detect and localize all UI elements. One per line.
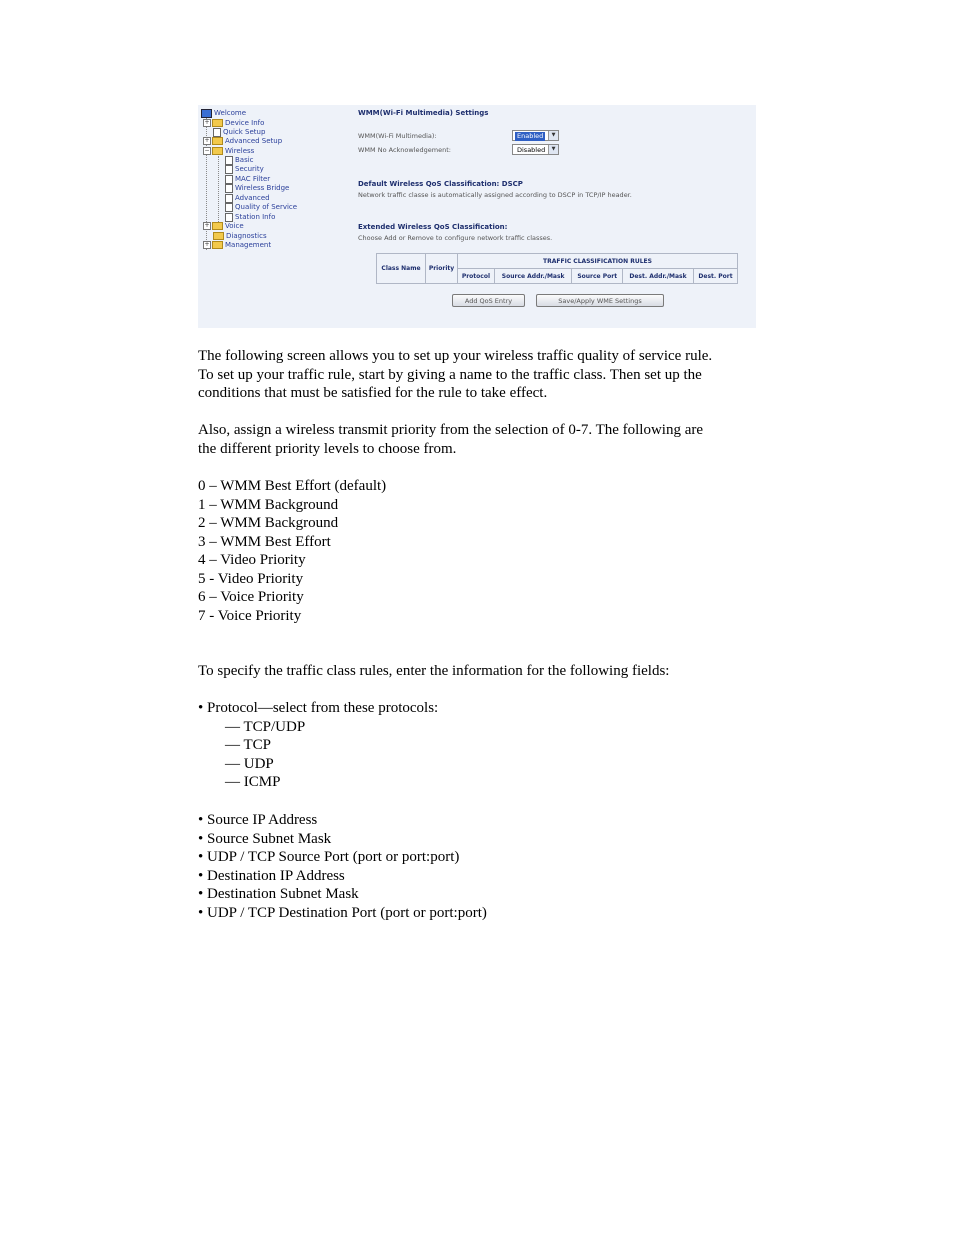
col-dest-port: Dest. Port xyxy=(694,269,738,284)
chevron-down-icon: ▼ xyxy=(548,131,558,140)
save-apply-button[interactable]: Save/Apply WME Settings xyxy=(536,294,664,307)
tree-item-management[interactable]: + Management xyxy=(204,241,272,249)
protocol-item: — TCP xyxy=(225,737,271,753)
folder-open-icon xyxy=(212,147,223,155)
tree-item-station-info[interactable]: Station Info xyxy=(225,212,275,222)
col-dest-addr: Dest. Addr./Mask xyxy=(622,269,693,284)
col-protocol: Protocol xyxy=(458,269,495,284)
page-icon xyxy=(225,203,233,212)
field-bullet: • Source Subnet Mask xyxy=(198,830,332,847)
extended-qos-heading: Extended Wireless QoS Classification: xyxy=(358,223,508,231)
expand-icon[interactable]: + xyxy=(204,222,210,229)
tree-item-basic[interactable]: Basic xyxy=(225,155,254,165)
col-group-traffic-rules: TRAFFIC CLASSIFICATION RULES xyxy=(458,254,738,269)
noack-select-value: Disabled xyxy=(517,146,546,154)
tree-item-advanced[interactable]: Advanced xyxy=(225,193,270,203)
chevron-down-icon: ▼ xyxy=(548,145,558,154)
folder-icon xyxy=(212,222,223,230)
paragraph-line: Also, assign a wireless transmit priority from the selection of 0-7. The following are xyxy=(198,422,704,438)
tree-item-wireless[interactable]: − Wireless xyxy=(204,147,255,155)
tree-item-quick-setup[interactable]: Quick Setup xyxy=(213,127,265,137)
col-source-port: Source Port xyxy=(572,269,622,284)
paragraph-line: To specify the traffic class rules, enter the information for the following fields: xyxy=(198,663,670,679)
tree-item-security[interactable]: Security xyxy=(225,164,264,174)
tree-item-quality-of-service[interactable]: Quality of Service xyxy=(225,202,297,212)
field-bullet: • Destination IP Address xyxy=(198,867,345,884)
expand-icon[interactable]: + xyxy=(204,137,210,144)
tree-item-mac-filter[interactable]: MAC Filter xyxy=(225,174,270,184)
protocol-item: — UDP xyxy=(225,755,274,772)
priority-item: 1 – WMM Background xyxy=(198,496,339,513)
tree-item-welcome[interactable]: Welcome xyxy=(201,108,246,118)
protocol-item: — ICMP xyxy=(225,774,281,790)
paragraph-line: To set up your traffic rule, start by giving a name to the traffic class. Then set up the xyxy=(198,366,702,383)
col-priority: Priority xyxy=(426,254,458,284)
tree-item-advanced-setup[interactable]: + Advanced Setup xyxy=(204,137,283,145)
priority-item: 2 – WMM Background xyxy=(198,515,339,531)
priority-item: 7 - Voice Priority xyxy=(198,607,302,624)
wmm-label: WMM(Wi-Fi Multimedia): xyxy=(358,132,437,140)
tree-item-voice[interactable]: + Voice xyxy=(204,222,244,230)
wmm-select-value: Enabled xyxy=(517,132,544,140)
priority-item: 0 – WMM Best Effort (default) xyxy=(198,478,387,494)
col-class-name: Class Name xyxy=(377,254,426,284)
tree-line xyxy=(218,156,219,226)
priority-item: 3 – WMM Best Effort xyxy=(198,533,331,550)
noack-label: WMM No Acknowledgement: xyxy=(358,146,451,154)
default-qos-text: Network traffic classe is automatically assigned according to DSCP in TCP/IP header. xyxy=(358,191,632,199)
expand-icon[interactable]: + xyxy=(204,241,210,248)
folder-icon xyxy=(212,119,223,127)
field-bullet: • Destination Subnet Mask xyxy=(198,886,359,902)
page-icon xyxy=(225,165,233,174)
paragraph-line: the different priority levels to choose from. xyxy=(198,440,457,457)
default-qos-heading: Default Wireless QoS Classification: DSCP xyxy=(358,180,523,188)
field-bullet: • Source IP Address xyxy=(198,812,318,828)
folder-icon xyxy=(213,232,224,240)
tree-item-wireless-bridge[interactable]: Wireless Bridge xyxy=(225,183,289,193)
priority-item: 4 – Video Priority xyxy=(198,552,306,568)
col-source-addr: Source Addr./Mask xyxy=(494,269,572,284)
noack-select[interactable] xyxy=(512,144,559,155)
page-icon xyxy=(225,184,233,193)
traffic-classification-table xyxy=(376,253,738,284)
folder-icon xyxy=(212,137,223,145)
tree-item-device-info[interactable]: + Device Info xyxy=(204,119,265,127)
protocol-bullet: • Protocol—select from these protocols: xyxy=(198,700,439,716)
add-qos-entry-button[interactable]: Add QoS Entry xyxy=(452,294,525,307)
priority-item: 5 - Video Priority xyxy=(198,570,304,587)
router-screenshot xyxy=(198,105,756,328)
field-bullet: • UDP / TCP Source Port (port or port:port) xyxy=(198,849,460,865)
wmm-select[interactable] xyxy=(512,130,559,141)
folder-icon xyxy=(212,241,223,249)
expand-icon[interactable]: + xyxy=(204,119,210,126)
priority-item: 6 – Voice Priority xyxy=(198,589,304,605)
field-bullet: • UDP / TCP Destination Port (port or port:port) xyxy=(198,904,487,921)
paragraph-line: The following screen allows you to set up your wireless traffic quality of service rule. xyxy=(198,348,713,364)
paragraph-line: conditions that must be satisfied for the rule to take effect. xyxy=(198,385,548,401)
extended-qos-text: Choose Add or Remove to configure network traffic classes. xyxy=(358,234,553,242)
tree-item-diagnostics[interactable]: Diagnostics xyxy=(213,231,267,241)
form-title: WMM(Wi-Fi Multimedia) Settings xyxy=(358,109,489,117)
collapse-icon[interactable]: − xyxy=(204,147,210,154)
monitor-icon xyxy=(201,109,212,118)
protocol-item: — TCP/UDP xyxy=(225,718,306,735)
